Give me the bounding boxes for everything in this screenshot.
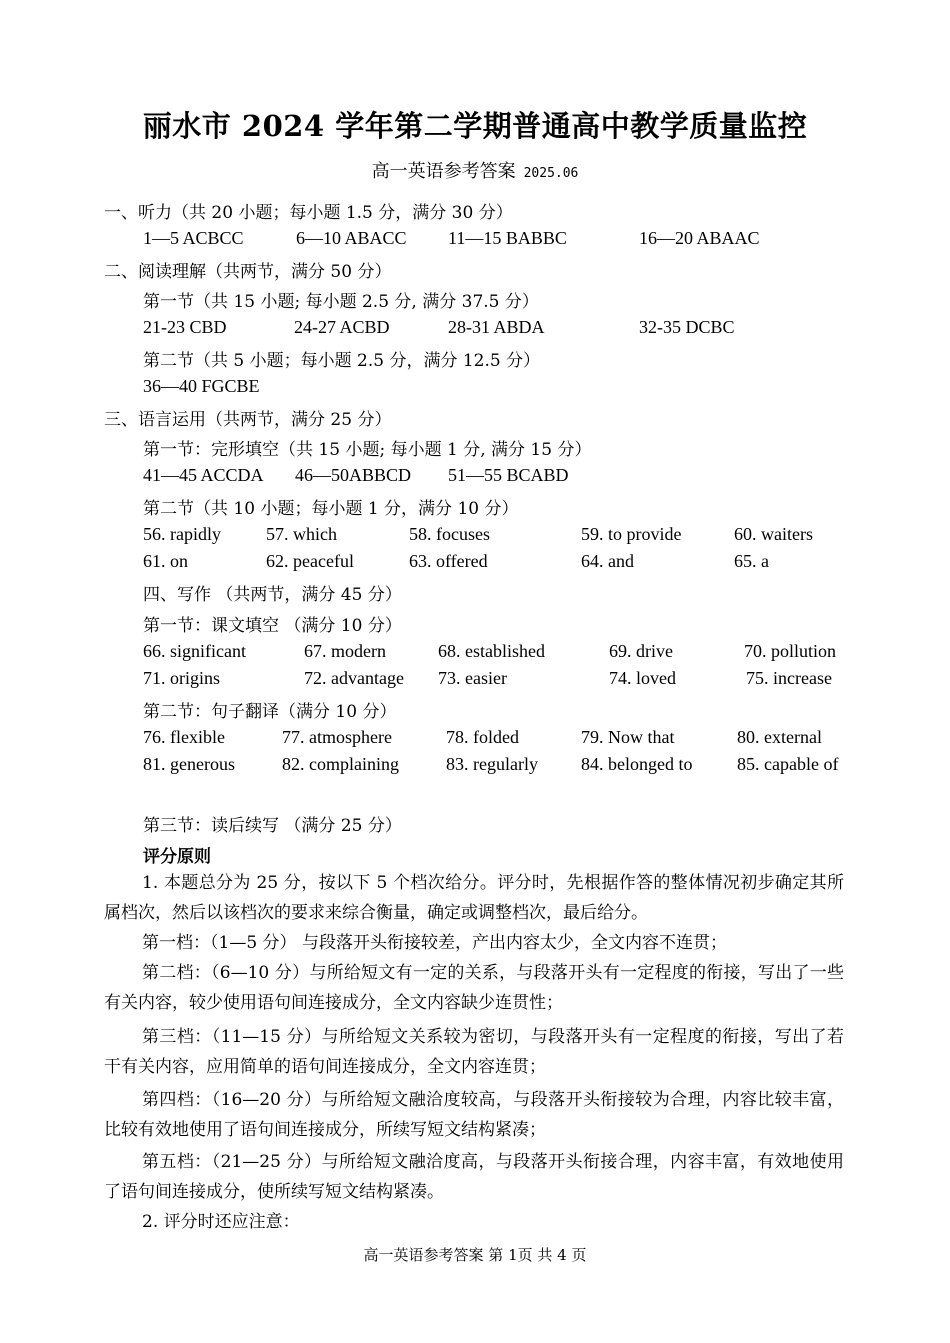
grammar-answer-63: 63. offered [409,551,488,571]
cloze-answer-3: 51—55 BCABD [448,465,569,485]
listening-answer-4: 16—20 ABAAC [639,228,760,248]
page-footer: 高一英语参考答案 第 1页 共 4 页 [363,1246,587,1264]
section-language-heading: 三、语言运用（共两节，满分 25 分） [104,410,392,430]
grammar-answer-64: 64. and [581,551,634,571]
cloze-answer-1: 41—45 ACCDA [143,465,264,485]
criteria-level-3: 第三档：（11—15 分）与所给短文关系较为密切，与段落开头有一定程度的衔接，写出了若干有关内容，应用简单的语句间连接成分，全文内容连贯； [104,1027,844,1077]
grammar-answer-65: 65. a [734,551,769,571]
translation-answer-81: 81. generous [143,754,235,774]
text-fill-answer-72: 72. advantage [304,668,404,688]
page-subtitle [0,157,950,183]
cloze-answer-2: 46—50ABBCD [295,465,412,485]
listening-answer-2: 6—10 ABACC [296,228,407,248]
text-fill-answer-69: 69. drive [609,641,673,661]
grammar-answer-62: 62. peaceful [266,551,354,571]
language-part1-heading: 第一节：完形填空（共 15 小题; 每小题 1 分, 满分 15 分） [143,440,592,460]
text-fill-answer-66: 66. significant [143,641,246,661]
listening-answer-3: 11—15 BABBC [448,228,567,248]
language-part2-heading: 第二节（共 10 小题；每小题 1 分，满分 10 分） [143,499,519,519]
grammar-answer-58: 58. focuses [409,524,490,544]
criteria-level-1: 第一档：（1—5 分） 与段落开头衔接较差，产出内容太少，全文内容不连贯； [142,933,727,953]
page-title: 丽水市 2024 学年第二学期普通高中教学质量监控 [142,109,808,143]
grammar-answer-61: 61. on [143,551,188,571]
text-fill-answer-75: 75. increase [746,668,832,688]
translation-answer-79: 79. Now that [581,727,675,747]
subtitle-text: 高一英语参考答案 [371,161,516,182]
criteria-paragraph-2: 2. 评分时还应注意： [142,1212,300,1232]
text-fill-answer-70: 70. pollution [744,641,837,661]
translation-answer-78: 78. folded [446,727,519,747]
translation-answer-77: 77. atmosphere [282,727,392,747]
grammar-answer-60: 60. waiters [734,524,813,544]
reading-answer-4: 32-35 DCBC [639,317,735,337]
grammar-answer-56: 56. rapidly [143,524,221,544]
grammar-answer-57: 57. which [266,524,337,544]
text-fill-answer-73: 73. easier [438,668,507,688]
reading-part2-answer: 36—40 FGCBE [143,376,260,396]
grammar-answer-59: 59. to provide [581,524,682,544]
criteria-paragraph-1: 1. 本题总分为 25 分，按以下 5 个档次给分。评分时，先根据作答的整体情况初步确定其所属档次，然后以该档次的要求来综合衡量，确定或调整档次，最后给分。 [104,873,844,923]
reading-part2-heading: 第二节（共 5 小题；每小题 2.5 分，满分 12.5 分） [143,351,541,371]
listening-answer-1: 1—5 ACBCC [143,228,244,248]
reading-answer-2: 24-27 ACBD [294,317,390,337]
translation-answer-80: 80. external [737,727,822,747]
section-reading-heading: 二、阅读理解（共两节，满分 50 分） [104,262,392,282]
reading-answer-1: 21-23 CBD [143,317,227,337]
writing-part2-heading: 第二节：句子翻译（满分 10 分） [143,702,397,722]
exam-date: 2025.06 [523,166,579,181]
translation-answer-85: 85. capable of [737,754,839,774]
section-listening-heading: 一、听力（共 20 小题；每小题 1.5 分，满分 30 分） [104,203,513,223]
translation-answer-83: 83. regularly [446,754,538,774]
writing-part1-heading: 第一节：课文填空 （满分 10 分） [143,616,402,636]
translation-answer-84: 84. belonged to [581,754,693,774]
section-writing-heading: 四、写作 （共两节，满分 45 分） [143,585,402,605]
text-fill-answer-67: 67. modern [304,641,386,661]
criteria-level-5: 第五档：（21—25 分）与所给短文融洽度高，与段落开头衔接合理，内容丰富，有效地使用了语句间连接成分，使所续写短文结构紧凑。 [104,1152,844,1202]
translation-answer-76: 76. flexible [143,727,225,747]
reading-answer-3: 28-31 ABDA [448,317,545,337]
text-fill-answer-68: 68. established [438,641,545,661]
translation-answer-82: 82. complaining [282,754,399,774]
reading-part1-heading: 第一节（共 15 小题; 每小题 2.5 分, 满分 37.5 分） [143,292,539,312]
text-fill-answer-74: 74. loved [609,668,676,688]
criteria-heading: 评分原则 [143,847,211,867]
writing-part3-heading: 第三节：读后续写 （满分 25 分） [143,816,402,836]
criteria-level-2: 第二档：（6—10 分）与所给短文有一定的关系，与段落开头有一定程度的衔接，写出了一些有关内容，较少使用语句间连接成分，全文内容缺少连贯性； [104,963,844,1013]
text-fill-answer-71: 71. origins [143,668,221,688]
criteria-level-4: 第四档：（16—20 分）与所给短文融洽度较高，与段落开头衔接较为合理，内容比较丰富，比较有效地使用了语句间连接成分，所续写短文结构紧凑； [104,1090,844,1140]
